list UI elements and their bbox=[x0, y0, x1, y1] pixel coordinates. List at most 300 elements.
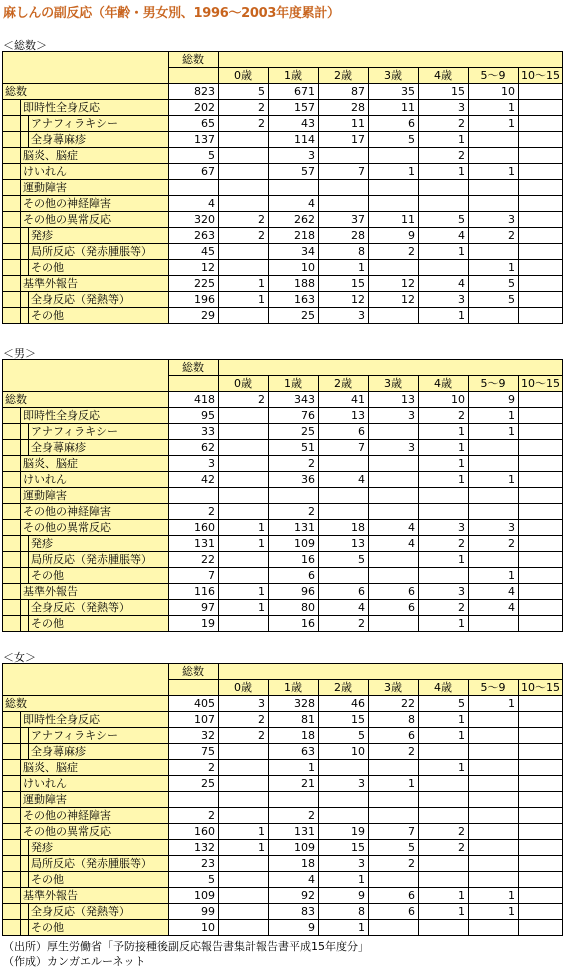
header-age: 4歳 bbox=[419, 376, 469, 392]
cell-value: 96 bbox=[269, 584, 319, 600]
table-male bbox=[2, 359, 563, 632]
cell-value: 1 bbox=[369, 776, 419, 792]
cell-value bbox=[519, 584, 563, 600]
header-age: 4歳 bbox=[419, 68, 469, 84]
cell-value bbox=[469, 488, 519, 504]
table-row bbox=[3, 760, 563, 776]
row-label: 即時性全身反応 bbox=[21, 408, 169, 424]
cell-value: 4 bbox=[419, 228, 469, 244]
cell-value bbox=[519, 392, 563, 408]
row-indent bbox=[3, 244, 21, 260]
cell-value: 5 bbox=[469, 276, 519, 292]
cell-total bbox=[169, 180, 219, 196]
table-row bbox=[3, 472, 563, 488]
cell-value: 6 bbox=[269, 568, 319, 584]
header-age: 2歳 bbox=[319, 376, 369, 392]
cell-value: 1 bbox=[219, 520, 269, 536]
cell-value bbox=[369, 456, 419, 472]
cell-value: 15 bbox=[319, 276, 369, 292]
table-row bbox=[3, 776, 563, 792]
table-row bbox=[3, 84, 563, 100]
source-note: （出所）厚生労働省「予防接種後副反応報告書集計報告書平成15年度分」 bbox=[3, 940, 369, 953]
cell-value: 3 bbox=[419, 292, 469, 308]
row-indent bbox=[3, 132, 21, 148]
cell-value bbox=[519, 536, 563, 552]
table-row bbox=[3, 696, 563, 712]
cell-value: 2 bbox=[369, 744, 419, 760]
row-indent bbox=[21, 244, 29, 260]
row-label: 即時性全身反応 bbox=[21, 712, 169, 728]
cell-value bbox=[469, 808, 519, 824]
cell-value: 57 bbox=[269, 164, 319, 180]
row-indent bbox=[3, 536, 21, 552]
cell-value: 1 bbox=[219, 840, 269, 856]
row-label: その他 bbox=[29, 616, 169, 632]
row-label: 局所反応（発赤腫脹等） bbox=[29, 856, 169, 872]
cell-total: 132 bbox=[169, 840, 219, 856]
cell-value: 8 bbox=[369, 712, 419, 728]
cell-value bbox=[219, 568, 269, 584]
cell-value bbox=[519, 196, 563, 212]
cell-value bbox=[469, 920, 519, 936]
cell-value: 343 bbox=[269, 392, 319, 408]
cell-total: 62 bbox=[169, 440, 219, 456]
cell-value: 1 bbox=[219, 584, 269, 600]
cell-value bbox=[519, 856, 563, 872]
cell-value bbox=[219, 408, 269, 424]
cell-total: 22 bbox=[169, 552, 219, 568]
cell-total: 202 bbox=[169, 100, 219, 116]
cell-value: 109 bbox=[269, 536, 319, 552]
table-row bbox=[3, 712, 563, 728]
cell-value: 18 bbox=[319, 520, 369, 536]
cell-value: 2 bbox=[419, 600, 469, 616]
cell-value: 7 bbox=[369, 824, 419, 840]
cell-value bbox=[469, 180, 519, 196]
cell-value: 76 bbox=[269, 408, 319, 424]
cell-value bbox=[219, 308, 269, 324]
cell-value bbox=[369, 504, 419, 520]
header-age: 5～9 bbox=[469, 68, 519, 84]
cell-value bbox=[319, 504, 369, 520]
row-label: 脳炎、脳症 bbox=[21, 456, 169, 472]
cell-value bbox=[519, 164, 563, 180]
cell-value bbox=[319, 488, 369, 504]
cell-value: 1 bbox=[319, 920, 369, 936]
cell-value: 2 bbox=[219, 728, 269, 744]
cell-value bbox=[419, 504, 469, 520]
cell-value: 51 bbox=[269, 440, 319, 456]
table-row bbox=[3, 504, 563, 520]
cell-value bbox=[369, 148, 419, 164]
cell-value: 2 bbox=[269, 504, 319, 520]
row-label: 総数 bbox=[3, 696, 169, 712]
cell-value: 2 bbox=[369, 856, 419, 872]
cell-value bbox=[269, 488, 319, 504]
cell-value: 12 bbox=[369, 276, 419, 292]
cell-value: 34 bbox=[269, 244, 319, 260]
header-blank bbox=[219, 664, 563, 680]
header-age: 2歳 bbox=[319, 680, 369, 696]
cell-value bbox=[219, 888, 269, 904]
row-indent bbox=[3, 728, 21, 744]
section-label-male: ＜男＞ bbox=[3, 347, 36, 360]
table-row bbox=[3, 824, 563, 840]
row-label: その他 bbox=[29, 920, 169, 936]
cell-value bbox=[519, 132, 563, 148]
header-age: 5～9 bbox=[469, 376, 519, 392]
table-row bbox=[3, 148, 563, 164]
table-row bbox=[3, 132, 563, 148]
cell-value: 12 bbox=[319, 292, 369, 308]
table-row bbox=[3, 872, 563, 888]
cell-value: 5 bbox=[219, 84, 269, 100]
row-label: 全身蕁麻疹 bbox=[29, 132, 169, 148]
table-row bbox=[3, 568, 563, 584]
cell-value: 5 bbox=[369, 132, 419, 148]
cell-value: 10 bbox=[419, 392, 469, 408]
row-indent bbox=[21, 856, 29, 872]
row-indent bbox=[3, 840, 21, 856]
cell-value bbox=[469, 856, 519, 872]
row-label: その他の神経障害 bbox=[21, 504, 169, 520]
header-age: 10～15 bbox=[519, 376, 563, 392]
cell-total: 42 bbox=[169, 472, 219, 488]
header-total: 総数 bbox=[169, 360, 219, 376]
row-indent bbox=[3, 584, 21, 600]
row-label: その他の異常反応 bbox=[21, 520, 169, 536]
cell-value bbox=[519, 520, 563, 536]
cell-value: 21 bbox=[269, 776, 319, 792]
row-indent bbox=[3, 180, 21, 196]
cell-total: 109 bbox=[169, 888, 219, 904]
row-label: 即時性全身反応 bbox=[21, 100, 169, 116]
cell-value: 1 bbox=[419, 712, 469, 728]
row-label: その他の神経障害 bbox=[21, 808, 169, 824]
row-indent bbox=[3, 712, 21, 728]
cell-value bbox=[519, 100, 563, 116]
cell-value bbox=[469, 308, 519, 324]
header-age: 0歳 bbox=[219, 376, 269, 392]
header-total-blank bbox=[169, 680, 219, 696]
cell-value bbox=[519, 728, 563, 744]
cell-value: 4 bbox=[469, 584, 519, 600]
row-indent bbox=[3, 792, 21, 808]
row-indent bbox=[21, 744, 29, 760]
cell-value: 16 bbox=[269, 616, 319, 632]
cell-value bbox=[519, 888, 563, 904]
cell-value: 1 bbox=[469, 260, 519, 276]
cell-value bbox=[219, 920, 269, 936]
cell-total: 29 bbox=[169, 308, 219, 324]
cell-value bbox=[519, 824, 563, 840]
cell-value: 114 bbox=[269, 132, 319, 148]
cell-value: 2 bbox=[419, 116, 469, 132]
table-row bbox=[3, 292, 563, 308]
cell-value bbox=[369, 616, 419, 632]
row-indent bbox=[3, 276, 21, 292]
cell-value bbox=[469, 504, 519, 520]
row-indent bbox=[3, 920, 21, 936]
table-row bbox=[3, 116, 563, 132]
header-age: 0歳 bbox=[219, 68, 269, 84]
table-row bbox=[3, 728, 563, 744]
row-indent bbox=[3, 228, 21, 244]
cell-value: 6 bbox=[369, 584, 419, 600]
cell-value: 15 bbox=[319, 840, 369, 856]
row-label: 基準外報告 bbox=[21, 888, 169, 904]
cell-value: 1 bbox=[219, 292, 269, 308]
row-label: 運動障害 bbox=[21, 488, 169, 504]
cell-value bbox=[519, 744, 563, 760]
cell-value: 37 bbox=[319, 212, 369, 228]
cell-value: 28 bbox=[319, 228, 369, 244]
row-indent bbox=[3, 260, 21, 276]
row-indent bbox=[3, 196, 21, 212]
cell-value bbox=[469, 132, 519, 148]
row-indent bbox=[3, 744, 21, 760]
cell-value bbox=[319, 196, 369, 212]
table-row bbox=[3, 244, 563, 260]
cell-value bbox=[319, 456, 369, 472]
cell-value bbox=[519, 180, 563, 196]
row-indent bbox=[21, 616, 29, 632]
cell-value: 3 bbox=[419, 520, 469, 536]
cell-value bbox=[469, 148, 519, 164]
cell-value: 1 bbox=[419, 132, 469, 148]
row-indent bbox=[21, 116, 29, 132]
row-label: 総数 bbox=[3, 392, 169, 408]
cell-value: 8 bbox=[319, 904, 369, 920]
row-indent bbox=[3, 824, 21, 840]
cell-total: 225 bbox=[169, 276, 219, 292]
cell-value bbox=[369, 760, 419, 776]
row-label: その他の異常反応 bbox=[21, 824, 169, 840]
cell-value: 9 bbox=[269, 920, 319, 936]
row-indent bbox=[3, 520, 21, 536]
row-label: その他 bbox=[29, 872, 169, 888]
cell-value: 3 bbox=[369, 440, 419, 456]
cell-value bbox=[469, 440, 519, 456]
cell-value: 131 bbox=[269, 520, 319, 536]
cell-value bbox=[219, 488, 269, 504]
table-row bbox=[3, 260, 563, 276]
cell-total: 12 bbox=[169, 260, 219, 276]
cell-total: 23 bbox=[169, 856, 219, 872]
cell-value: 18 bbox=[269, 856, 319, 872]
cell-value: 1 bbox=[469, 100, 519, 116]
cell-value: 1 bbox=[419, 888, 469, 904]
row-label: 全身反応（発熱等） bbox=[29, 292, 169, 308]
row-indent bbox=[21, 424, 29, 440]
row-indent bbox=[3, 308, 21, 324]
header-age: 3歳 bbox=[369, 376, 419, 392]
row-label: 発疹 bbox=[29, 228, 169, 244]
credit-note: （作成）カンガエルーネット bbox=[3, 955, 146, 968]
cell-value bbox=[369, 488, 419, 504]
cell-value: 2 bbox=[219, 392, 269, 408]
table-row bbox=[3, 408, 563, 424]
cell-value: 1 bbox=[419, 904, 469, 920]
cell-total: 19 bbox=[169, 616, 219, 632]
cell-value: 17 bbox=[319, 132, 369, 148]
cell-total: 160 bbox=[169, 824, 219, 840]
cell-total: 25 bbox=[169, 776, 219, 792]
cell-value bbox=[419, 180, 469, 196]
cell-total: 65 bbox=[169, 116, 219, 132]
cell-value: 6 bbox=[319, 584, 369, 600]
cell-value: 3 bbox=[319, 308, 369, 324]
cell-value: 5 bbox=[369, 840, 419, 856]
cell-value: 4 bbox=[269, 196, 319, 212]
cell-value: 6 bbox=[369, 600, 419, 616]
cell-value bbox=[369, 568, 419, 584]
cell-value: 2 bbox=[419, 148, 469, 164]
row-indent bbox=[3, 488, 21, 504]
table-row bbox=[3, 792, 563, 808]
cell-value: 1 bbox=[469, 424, 519, 440]
cell-value bbox=[519, 616, 563, 632]
cell-value: 81 bbox=[269, 712, 319, 728]
table-row bbox=[3, 228, 563, 244]
cell-value: 2 bbox=[319, 616, 369, 632]
header-age: 5～9 bbox=[469, 680, 519, 696]
cell-value bbox=[469, 712, 519, 728]
cell-value: 1 bbox=[469, 568, 519, 584]
cell-value bbox=[469, 244, 519, 260]
cell-value bbox=[519, 712, 563, 728]
header-age: 1歳 bbox=[269, 376, 319, 392]
row-label: 全身反応（発熱等） bbox=[29, 600, 169, 616]
cell-value bbox=[469, 840, 519, 856]
cell-value: 16 bbox=[269, 552, 319, 568]
cell-value: 18 bbox=[269, 728, 319, 744]
cell-value bbox=[519, 776, 563, 792]
cell-value bbox=[519, 792, 563, 808]
cell-value: 36 bbox=[269, 472, 319, 488]
cell-total bbox=[169, 792, 219, 808]
row-label: 運動障害 bbox=[21, 792, 169, 808]
row-label: 総数 bbox=[3, 84, 169, 100]
header-corner bbox=[3, 360, 169, 392]
cell-value: 25 bbox=[269, 308, 319, 324]
row-indent bbox=[3, 292, 21, 308]
cell-value bbox=[369, 308, 419, 324]
row-label: けいれん bbox=[21, 472, 169, 488]
row-indent bbox=[21, 568, 29, 584]
table-row bbox=[3, 856, 563, 872]
cell-value: 4 bbox=[369, 520, 419, 536]
cell-value bbox=[469, 552, 519, 568]
cell-value: 157 bbox=[269, 100, 319, 116]
cell-value: 43 bbox=[269, 116, 319, 132]
cell-value: 1 bbox=[419, 728, 469, 744]
cell-total: 7 bbox=[169, 568, 219, 584]
row-label: 全身反応（発熱等） bbox=[29, 904, 169, 920]
row-indent bbox=[3, 776, 21, 792]
cell-value: 1 bbox=[419, 164, 469, 180]
cell-value: 671 bbox=[269, 84, 319, 100]
header-row bbox=[3, 664, 563, 680]
cell-value: 1 bbox=[469, 116, 519, 132]
cell-value bbox=[219, 440, 269, 456]
cell-value: 1 bbox=[219, 276, 269, 292]
cell-value: 2 bbox=[369, 244, 419, 260]
row-indent bbox=[21, 872, 29, 888]
cell-value: 1 bbox=[469, 904, 519, 920]
cell-value bbox=[219, 776, 269, 792]
cell-total: 67 bbox=[169, 164, 219, 180]
cell-value bbox=[519, 552, 563, 568]
row-indent bbox=[3, 212, 21, 228]
cell-value: 328 bbox=[269, 696, 319, 712]
cell-value bbox=[519, 116, 563, 132]
cell-value: 11 bbox=[369, 100, 419, 116]
cell-value: 4 bbox=[319, 600, 369, 616]
header-age: 2歳 bbox=[319, 68, 369, 84]
cell-total: 107 bbox=[169, 712, 219, 728]
table-row bbox=[3, 196, 563, 212]
row-label: 基準外報告 bbox=[21, 584, 169, 600]
cell-total: 45 bbox=[169, 244, 219, 260]
cell-value: 188 bbox=[269, 276, 319, 292]
row-label: 脳炎、脳症 bbox=[21, 760, 169, 776]
cell-value bbox=[219, 244, 269, 260]
row-indent bbox=[21, 552, 29, 568]
row-indent bbox=[21, 292, 29, 308]
row-indent bbox=[21, 840, 29, 856]
row-label: 全身蕁麻疹 bbox=[29, 440, 169, 456]
cell-value: 1 bbox=[469, 408, 519, 424]
header-total-blank bbox=[169, 376, 219, 392]
cell-value: 6 bbox=[319, 424, 369, 440]
cell-value: 1 bbox=[419, 616, 469, 632]
table-row bbox=[3, 456, 563, 472]
table-row bbox=[3, 424, 563, 440]
cell-value: 3 bbox=[419, 584, 469, 600]
cell-value bbox=[519, 840, 563, 856]
cell-value bbox=[419, 568, 469, 584]
row-indent bbox=[21, 440, 29, 456]
cell-value: 22 bbox=[369, 696, 419, 712]
cell-value bbox=[419, 776, 469, 792]
cell-value: 10 bbox=[269, 260, 319, 276]
cell-total: 823 bbox=[169, 84, 219, 100]
cell-value bbox=[219, 180, 269, 196]
cell-value: 1 bbox=[469, 888, 519, 904]
cell-value bbox=[519, 260, 563, 276]
cell-value bbox=[369, 920, 419, 936]
row-indent bbox=[21, 904, 29, 920]
cell-value: 2 bbox=[469, 536, 519, 552]
row-label: 発疹 bbox=[29, 536, 169, 552]
section-label-total: ＜総数＞ bbox=[3, 39, 47, 52]
cell-value bbox=[219, 872, 269, 888]
cell-value: 83 bbox=[269, 904, 319, 920]
table-row bbox=[3, 904, 563, 920]
row-label: 全身蕁麻疹 bbox=[29, 744, 169, 760]
cell-value bbox=[469, 456, 519, 472]
cell-value bbox=[219, 760, 269, 776]
cell-value: 1 bbox=[319, 260, 369, 276]
cell-value: 3 bbox=[219, 696, 269, 712]
cell-value: 11 bbox=[319, 116, 369, 132]
cell-total: 10 bbox=[169, 920, 219, 936]
cell-value bbox=[519, 504, 563, 520]
cell-value: 1 bbox=[419, 760, 469, 776]
cell-total bbox=[169, 488, 219, 504]
cell-value: 2 bbox=[419, 824, 469, 840]
